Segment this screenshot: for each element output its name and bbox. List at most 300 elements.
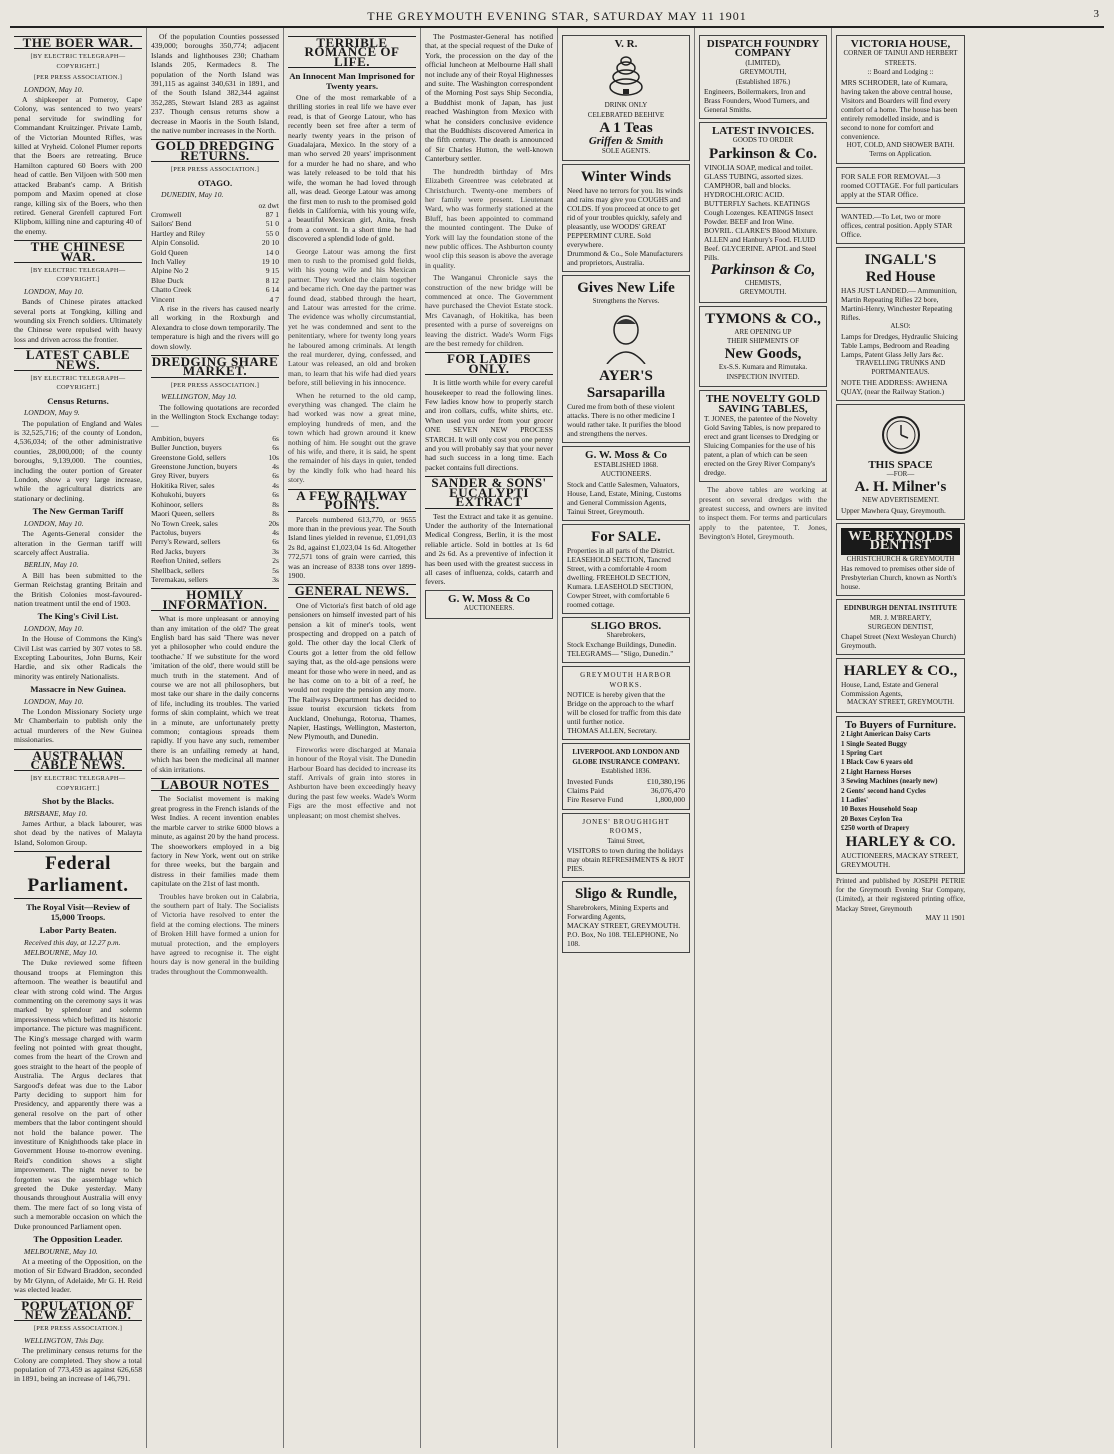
row-label: Greenstone Gold, sellers <box>151 452 226 462</box>
assoc-line: [PER PRESS ASSOCIATION.] <box>170 381 260 389</box>
chinese-war-heading: THE CHINESE WAR. <box>14 240 142 263</box>
sligo-rundle-heading: Sligo & Rundle, <box>574 885 678 902</box>
chinese-war-text: Bands of Chinese pirates attacked several ports at Tongking, killing and wounding six French soldiers. Ultimately the Chinese were repulsed with heavy loss and driven across the frontier. <box>14 297 142 344</box>
row-value: 8 12 <box>265 275 279 285</box>
dateline: LONDON, May 9. <box>24 408 80 418</box>
row-label: Maori Queen, sellers <box>151 509 215 519</box>
romance-subheading: An Innocent Man Imprisoned for Twenty years. <box>289 71 415 91</box>
column-4 <box>421 28 558 1448</box>
filler-text: Fireworks were discharged at Manaia in honour of the Royal visit. The Dunedin Harbour Board has decided to increase its staff. Arrivals of grain into stores in Ashburton have been exceedingly heavy during the past few weeks. Wade's Worm Figs are the most effective and not unpleasant; on most chemist shelves. <box>288 744 416 820</box>
sligo-rundle-address: MACKAY STREET, GREYMOUTH. <box>567 920 681 930</box>
insurance-row <box>567 786 685 795</box>
civil-list-subheading: The King's Civil List. <box>37 611 119 622</box>
furniture-list <box>841 730 960 833</box>
milner-address: Upper Mawhera Quay, Greymouth. <box>841 505 946 515</box>
edinburgh-heading: EDINBURGH DENTAL INSTITUTE <box>843 604 958 613</box>
furniture-item: 1 Spring Cart <box>841 748 883 757</box>
row-label: No Town Creek, sales <box>151 518 218 528</box>
row-value: 6 14 <box>265 285 279 295</box>
columns <box>10 28 1104 1448</box>
terms-line: Terms on Application. <box>869 150 932 159</box>
victoria-house-address: CORNER OF TAINUI AND HERBERT STREETS. <box>843 49 958 67</box>
red-house: Red House <box>865 269 936 286</box>
share-row <box>151 471 279 480</box>
row-label: Shellback, sellers <box>151 565 205 575</box>
ingalls-address: NOTE THE ADDRESS: AWHENA QUAY, (near the Railway Station.) <box>841 377 948 396</box>
row-label: Reefton United, sellers <box>151 556 221 566</box>
celebrated-line: CELEBRATED BEEHIVE <box>587 110 665 119</box>
row-value: 55 0 <box>265 228 279 238</box>
row-label: Greenstone Junction, buyers <box>151 462 238 472</box>
row-value: 5s <box>272 565 279 575</box>
australian-cable-heading: AUSTRALIAN CABLE NEWS. <box>14 749 142 772</box>
column-2 <box>147 28 284 1448</box>
received-line: Received this day, at 12.27 p.m. <box>24 937 121 947</box>
dateline: MELBOURNE, May 10. <box>24 947 98 957</box>
dateline: WELLINGTON, May 10. <box>161 392 237 402</box>
parkinson-ad <box>699 122 827 303</box>
sligo-text: Stock Exchange Buildings, Dunedin. <box>567 640 677 650</box>
row-value: 9 15 <box>265 266 279 276</box>
gold-text: A rise in the rivers has caused nearly all working in the Roxburgh and Alexandra to close down temporarily. The temperature is high and the rivers will go down slowly. <box>151 303 279 351</box>
insurance-row <box>567 777 685 786</box>
row-value: 4 7 <box>269 294 279 304</box>
masthead <box>10 6 1104 28</box>
moss-ad-small <box>425 590 553 619</box>
a1-teas: A 1 Teas <box>599 120 653 137</box>
row-value: 14 0 <box>265 247 279 257</box>
furniture-ad <box>836 716 965 874</box>
dateline: MELBOURNE, May 10. <box>24 1246 98 1256</box>
dateline: BERLIN, May 10. <box>24 560 79 570</box>
dining-sub: Tainui Street, <box>607 836 645 845</box>
moss-ad <box>562 446 690 520</box>
gold-row <box>151 229 279 238</box>
gold-units: oz dwt <box>258 200 279 210</box>
dispatch-text: Engineers, Boilermakers, Iron and Brass Founders, Wood Turners, and General Smiths. <box>704 87 810 115</box>
row-label: Invested Funds <box>567 776 614 786</box>
royal-visit-subheading: The Royal Visit—Review of 15,000 Troops. <box>26 902 130 922</box>
printed-date: MAY 11 1901 <box>925 914 965 923</box>
dentist-text: Has removed to premises other side of Presbyterian Church, known as North's house. <box>841 564 957 592</box>
ingalls-lamps: Lamps for Dredges, Hydraulic Sluicing Table Lamps, Bedroom and Reading Lamps, Patent Glass Jelly Jars &c. <box>841 331 958 359</box>
census-subheading: Census Returns. <box>47 395 109 406</box>
filler-text: George Latour was among the first men to rush to the promised gold fields, with his young wife and his Mexican partner. They worked the claim together and became rich. One day the partner was found dead, stabbed through the heart, and Latour was arrested for the crime. The evidence was wholly circumstantial, yet he was condemned and sent to the penitentiary, where for twenty long years he laboured among criminals. At length the real murderer, dying, confessed, and Latour was released, an old and broken man, to learn that his wife had died years before, still believing in his innocence. <box>288 246 416 388</box>
share-row <box>151 528 279 537</box>
row-value: 19 10 <box>261 256 279 266</box>
row-value: 3s <box>272 574 279 584</box>
row-value: 51 0 <box>265 219 279 229</box>
filler-text: The hundredth birthday of Mrs Elizabeth Greentree was celebrated at Christchurch. Twenty-one members of her family were present. Lieutenant Ward, who was formerly stationed at the Bluff, has been appointed to command the mounted contingent. The Duke of York will lay the foundation stone of the new public offices. The Ashburton county wool clip this season is above the average in quality. <box>425 166 553 270</box>
row-label: Vincent <box>151 294 175 304</box>
column-7 <box>832 28 969 1448</box>
row-value: 10s <box>268 452 279 462</box>
parkinson-list: VINOLIA SOAP, medical and toilet. GLASS TUBING, assorted sizes. CAMPHOR, ball and blocks. HYDROCHLORIC ACID. BUTTERFLY Sachets. KEATINGS Cough Lozenges. KEATINGS Insect Powder. BEEF and Iron Wine. BOVRIL. CLARKE'S Blood Mixture. ALLEN and Hanbury's Food. FLUID Beef. GLYCERINE. APIOL and Steel Pills. <box>704 162 818 262</box>
opposition-text: At a meeting of the Opposition, on the motion of Sir Edward Braddon, seconded by Mr Glynn, of Adelaide, Mr G. H. Reid was elected leader. <box>14 1256 142 1295</box>
share-row <box>151 453 279 462</box>
ingalls-heading: INGALL'S <box>864 252 937 269</box>
labour-text: The Socialist movement is making great progress in the French islands of the West Indies. A recent invention enables the marble carver to strike 6000 blows a minute, as against 20 by the hand process. The shoeworkers employed in a big factory in New York, went out on strike for three weeks, but the bargain and distress in their families made them capitulate on the 21st of last month. <box>151 794 280 889</box>
surgeon-dentist: SURGEON DENTIST, <box>867 622 934 631</box>
visitors-text: VISITORS to town during the holidays may obtain REFRESHMENTS & HOT PIES. <box>567 845 684 873</box>
berlin-text: A Bill has been submitted to the German Reichstag granting Britain and the British Colonies most-favoured-nation treatment until the end of 1903. <box>14 570 142 608</box>
gold-row <box>151 248 279 257</box>
cable-news-heading: LATEST CABLE NEWS. <box>14 348 142 371</box>
furniture-item: 1 Ladies' <box>841 795 869 804</box>
row-value: £10,380,196 <box>647 776 685 786</box>
share-row <box>151 443 279 452</box>
row-label: Ambition, buyers <box>151 433 205 443</box>
monogram: V. R. <box>614 38 638 50</box>
milner-sub: NEW ADVERTISEMENT. <box>862 496 939 505</box>
row-label: Sailors' Bend <box>151 219 192 229</box>
chemists-place: GREYMOUTH. <box>739 288 787 297</box>
dateline: LONDON, May 10. <box>24 84 84 94</box>
row-value: 6s <box>272 443 279 453</box>
dateline: LONDON, May 10. <box>24 696 84 706</box>
sole-agents: SOLE AGENTS. <box>601 146 651 155</box>
moss-auctioneers: AUCTIONEERS. <box>463 604 515 613</box>
furniture-heading: To Buyers of Furniture. <box>844 718 957 731</box>
gold-dredging-heading: GOLD DREDGING RETURNS. <box>151 139 279 162</box>
nz-population-heading: POPULATION OF NEW ZEALAND. <box>14 1299 142 1322</box>
railway-text: Parcels numbered 613,770, or 9655 more than in the previous year. The South Island lines yielded in revenue, £1,091,03 2s 8d, against £1,023,04 1s 6d. Altogether 772,571 tons of grain were carried, this was an increase of 8338 tons over 1899-1900. <box>288 514 416 580</box>
chemists-label: CHEMISTS, <box>744 278 782 287</box>
bath-line: HOT, COLD, AND SHOWER BATH. <box>846 140 955 149</box>
assoc-line: [PER PRESS ASSOCIATION.] <box>170 166 260 174</box>
surgeon-address: Chapel Street (Next Wesleyan Church) Greymouth. <box>841 632 957 651</box>
mcbreary: MR. J. M'BREARTY, <box>869 613 932 622</box>
wanted-text: WANTED.—To Let, two or more offices, central position. Apply STAR Office. <box>841 212 953 240</box>
gold-returns-table <box>151 210 279 304</box>
row-value: 1,800,000 <box>654 795 685 805</box>
assoc-line: [PER PRESS ASSOCIATION.] <box>33 1325 123 1333</box>
gold-row <box>151 219 279 228</box>
winter-winds-ad <box>562 164 690 272</box>
filler-text: When he returned to the old camp, everything was changed. The claim he had worked was now a great mine, employing hundreds of men, and the town which had grown around it knew nothing of him. He sought out the grave of his wife, and there, it is said, he spent the remainder of his days in quiet, tended by the kindly folk who had heard his story. <box>288 390 416 485</box>
page-number: 3 <box>1093 8 1100 20</box>
tymons-inspect: INSPECTION INVITED. <box>726 372 800 381</box>
column-3 <box>284 28 421 1448</box>
latest-invoices-heading: LATEST INVOICES. <box>711 125 815 138</box>
row-value: 20s <box>268 518 279 528</box>
filler-text: Troubles have broken out in Calabria, the southern part of Italy. The Socialists of Victoria have resolved to enter the field at the coming elections. The miners of Broken Hill have formed a union for mutual protection, and the employers have agreed to recognise it. The eight hours day is now general in the building trades throughout the Commonwealth. <box>151 891 279 976</box>
row-label: Gold Queen <box>151 247 188 257</box>
row-label: Perry's Reward, sellers <box>151 537 221 547</box>
column-6 <box>695 28 832 1448</box>
moss-text: Stock and Cattle Salesmen, Valuators, House, Land, Estate, Mining, Customs and General Commission Agents, Tainui Street, Greymouth. <box>567 479 682 516</box>
sarsaparilla-text: Cured me from both of these violent attacks. There is no other medicine I would rather take. It purifies the blood and strengthens the nerves. <box>567 402 681 439</box>
column-1 <box>10 28 147 1448</box>
moss-heading: G. W. Moss & Co <box>448 592 530 605</box>
insurance-ad <box>562 743 690 809</box>
gold-row <box>151 210 279 219</box>
furniture-item: 2 Light American Daisy Carts <box>841 730 931 739</box>
drink-only: DRINK ONLY <box>604 101 648 110</box>
parkinson-heading-2: Parkinson & Co, <box>710 261 816 278</box>
moss-established: ESTABLISHED 1868. <box>594 460 658 469</box>
dept-line: [BY ELECTRIC TELEGRAPH—COPYRIGHT.] <box>30 266 126 284</box>
federal-parliament-heading: Federal Parliament. <box>14 851 142 899</box>
ingalls-text: HAS JUST LANDED.— Ammunition, Martin Repeating Rifles 22 bore, Martini-Henry, Winchester Repeating Rifles. <box>841 286 957 323</box>
furniture-item: 3 Sewing Machines (nearly new) <box>841 777 938 786</box>
insurance-established: Established 1836. <box>601 767 651 776</box>
for-sale-removal-ad <box>836 167 965 204</box>
massacre-subheading: Massacre in New Guinea. <box>30 684 126 695</box>
federal-text: The Duke reviewed some fifteen thousand troops at Flemington this afternoon. The weather is beautiful and clear with strong cold wind. The Argus commenting on the ceremony says it was marked by splendour and solemn impressiveness which befitted its historic importance. The picture was magnificent. The King's message charged with warm feeling not pointed with great thought, comes from the heart of the Crown and goes straight to the heart of the people of Australia. The Argus declares that Sargood's defeat was due to the Labor Party deciding to support him for Presidency, and apparently there was a general resolve on the part of other members that the labor contingent should not hold the balance power. The investiture of Knighthoods take place in Government House to-morrow evening. Reid's condition shows a slight improvement. The night never to be forgotten was the assemblage which greeted the Duke yesterday. Many thousands throughout Australia will envy them. The mere fact of so long vista of such a memorable occasion on which the Duke pronounced Parliament open. <box>14 958 142 1231</box>
row-value: 36,076,470 <box>650 785 685 795</box>
boer-war-text: A shipkeeper at Pomeroy, Cape Colony, was sentenced to two years' penal servitude for swindling for Commandant Kruitzinger. Private Lamb, of the Victorian Mounted Rifles, was killed at Vryheid. Colonel Plumer reports that the Boers are retreating. Bruce Hamilton captured 60 Boers with 200 head of cattle. Ben Viljoen with 500 men attacked Brabant's camp. A British pompom and Maxim opened at close range, killing six of the Boers, who then retired. General Grenfell captured Fort Klipbom, killing nine and capturing 40 of the enemy. <box>14 95 142 236</box>
dateline: LONDON, May 10. <box>24 286 84 296</box>
sligo-rundle-ad <box>562 881 690 953</box>
dateline: LONDON, May 10. <box>24 623 84 633</box>
masthead-title: THE GREYMOUTH EVENING STAR, SATURDAY MAY 11 1901 <box>367 9 747 23</box>
row-label: Chatto Creek <box>151 285 192 295</box>
dentist-sub: CHRISTCHURCH & GREYMOUTH <box>846 554 955 563</box>
dateline: WELLINGTON, This Day. <box>24 1335 105 1345</box>
sligo-po: P.O. Box, No 108. TELEPHONE, No 108. <box>567 929 679 948</box>
sale-removal-text: FOR SALE FOR REMOVAL—3 roomed COTTAGE. For full particulars apply at the STAR Office. <box>841 172 959 200</box>
nz-population-text: The preliminary census returns for the Colony are completed. They show a total population of 773,459 as against 626,658 in 1891, being an increase of 146,791. <box>14 1346 142 1384</box>
griffen-smith: Griffen & Smith <box>588 135 664 148</box>
harbour-text: NOTICE is hereby given that the Bridge on the approach to the wharf will be closed for traffic from this date until further notice. <box>567 690 682 727</box>
tymons-ad <box>699 306 827 388</box>
column-5 <box>558 28 695 1448</box>
this-space-ad <box>836 404 965 520</box>
dining-rooms-ad <box>562 813 690 878</box>
moss-auctioneers: AUCTIONEERS. <box>600 470 652 479</box>
share-table <box>151 434 279 585</box>
harbour-works-ad <box>562 666 690 740</box>
row-label: Alpine No 2 <box>151 266 189 276</box>
for-line: —FOR— <box>886 470 915 479</box>
tymons-ex: Ex-S.S. Kumara and Rimutaka. <box>718 363 808 372</box>
sligo-sub: Sharebrokers, <box>606 631 646 640</box>
new-goods: New Goods, <box>724 346 802 363</box>
continued-text: The Postmaster-General has notified that, at the special request of the Duke of York, the procession on the day of the official luncheon at Melbourne Hall shall not include any of their Royal Highnesses and suite. The Washington correspondent of the Morning Post says Ship Secondia, a Buddhist monk of Japan, has just reached Washington from Mexico with what he considers conclusive evidence that the Buddhists discovered America in the fifth century. The death is announced of Sir Charles Hutton, the well-known Canterbury settler. <box>425 32 553 164</box>
row-value: 4s <box>272 527 279 537</box>
filler-text: The Wanganui Chronicle says the construction of the new bridge will be commenced at once. The Government have purchased the Cheviot Estate stock. Mrs Cavanagh, of Hokitika, has been presented with a purse of sovereigns on leaving the district. Wade's Worm Figs are the best remedy for children. <box>425 273 553 348</box>
share-row <box>151 537 279 546</box>
eucalyptus-text: Test the Extract and take it as genuine. Under the authority of the International Medical Congress, Berlin, it is the most reliable article. Sold in bottles at 1s 6d and 2s 6d. As a preventive of infection it has been used with the greatest success in all cases of influenza, colds, catarrh and fevers. <box>425 511 553 587</box>
tariff-text: The Agents-General consider the alteration in the German tariff will scarcely affect Australia. <box>14 529 142 557</box>
tables-text: T. JONES, the patentee of the Novelty Gold Saving Tables, is now prepared to erect and grant licenses to Dredging or Sluicing Companies for the use of his patent, a plan of which can be seen erected on the Grey River Company's dredge. <box>704 414 821 478</box>
dateline: BRISBANE, May 10. <box>24 808 88 818</box>
share-row <box>151 547 279 556</box>
furniture-item: 2 Light Harness Horses <box>841 767 912 776</box>
gold-row <box>151 266 279 275</box>
gold-row <box>151 257 279 266</box>
gold-saving-tables-ad <box>699 390 827 482</box>
sligo-telegrams: TELEGRAMS— "Sligo, Dunedin." <box>567 649 674 659</box>
row-label: Fire Reserve Fund <box>567 795 624 805</box>
civil-list-text: In the House of Commons the King's Civil List was carried by 307 votes to 58. Excepting Labourites, John Burns, Keir Hardie, and six other Radicals the minority was entirely Nationalists. <box>14 634 142 681</box>
row-label: Blue Duck <box>151 275 184 285</box>
share-intro: The following quotations are recorded in the Wellington Stock Exchange today:— <box>151 402 279 431</box>
victoria-house-heading: VICTORIA HOUSE, <box>850 38 951 50</box>
harley-footer-sub: AUCTIONEERS, MACKAY STREET, GREYMOUTH. <box>841 850 959 869</box>
sarsaparilla: AYER'S Sarsaparilla <box>586 368 666 402</box>
milner-heading: A. H. Milner's <box>854 479 947 496</box>
furniture-item: 20 Boxes Ceylon Tea <box>841 814 903 823</box>
share-row <box>151 481 279 490</box>
dateline: LONDON, May 10. <box>24 518 84 528</box>
row-value: 6s <box>272 490 279 500</box>
general-news-heading: GENERAL NEWS. <box>288 584 416 597</box>
sligo-rundle-sub: Sharebrokers, Mining Experts and Forwarding Agents, <box>567 902 669 921</box>
row-label: Cromwell <box>151 209 182 219</box>
wanted-ad <box>836 207 965 244</box>
romance-heading: TERRIBLE ROMANCE OF LIFE. <box>288 36 416 68</box>
labor-subheading: Labor Party Beaten. <box>39 925 117 936</box>
printed-by: Printed and published by JOSEPH PETRIE for the Greymouth Evening Star Company, (Limited), at their registered printing office, Mackay Street, Greymouth <box>836 876 965 913</box>
row-label: Grey River, buyers <box>151 471 209 481</box>
eucalyptus-heading: SANDER & SONS' EUCALYPTI EXTRACT <box>425 476 553 508</box>
tymons-heading: TYMONS & CO., <box>705 310 821 327</box>
romance-text: One of the most remarkable of a thrilling stories in real life we have ever read, is that of George Latour, who has recently been set free after a term of nearly twenty years in the prison of Guadalajara, Mexico. In the story of a man who served 20 years' imprisonment for a murder he had no share, and who was lately released to be told that his wife, the woman he had loved through all, was dead. George Latour was among the first men to rush to the promised gold fields in California, with his young wife, a beautiful Mexican girl, Anita, fresh from a convent. In a short time he had discovered a splendid lode of gold. <box>288 93 416 244</box>
insurance-row <box>567 795 685 804</box>
furniture-item: £250 worth of Drapery <box>841 824 910 833</box>
dept-line: [BY ELECTRIC TELEGRAPH—COPYRIGHT.] <box>30 775 126 792</box>
moss-heading: G. W. Moss & Co <box>585 449 667 462</box>
this-space: THIS SPACE <box>868 458 933 471</box>
row-label: Alpin Consolid. <box>151 238 200 248</box>
dateline: DUNEDIN, May 10. <box>161 190 224 200</box>
tables-heading: THE NOVELTY GOLD SAVING TABLES, <box>705 393 821 415</box>
share-row <box>151 500 279 509</box>
row-value: 8s <box>272 509 279 519</box>
share-row <box>151 462 279 471</box>
dept-line: [BY ELECTRIC TELEGRAPH—COPYRIGHT.] <box>30 53 126 70</box>
row-value: 20 10 <box>261 238 279 248</box>
otago-label: OTAGO. <box>197 177 233 188</box>
beehive-icon <box>567 53 685 97</box>
furniture-item: 2 Gents' second hand Cycles <box>841 786 926 795</box>
general-news-text: One of Victoria's first batch of old age pensioners on himself invested part of his pension a kit of miner's tools, went prospecting and dropped on a patch of gold. The other day the local Clerk of Courts got a letter from the old fellow saying that, as the old-age pensions were meant for those who were in need, and as he has come on to a bit of a reef, he would not require the pension any more. The Railways Department has decided to issue tourist excursion tickets from Auckland, Onehunga, Rotorua, Thames, Napier, Hastings, Wellington, Masterton, New Plymouth, and Dunedin. <box>288 600 416 742</box>
row-label: Claims Paid <box>567 785 604 795</box>
clock-icon <box>841 413 960 457</box>
ayers-ad <box>562 275 690 443</box>
harley-footer: HARLEY & CO. <box>845 833 956 850</box>
ladies-heading: FOR LADIES ONLY. <box>425 352 553 375</box>
harley-address: MACKAY STREET, GREYMOUTH. <box>846 698 955 707</box>
homily-heading: HOMILY INFORMATION. <box>151 588 279 611</box>
row-label: Buller Junction, buyers <box>151 443 222 453</box>
tymons-sub: ARE OPENING UP <box>734 327 792 336</box>
for-sale-heading: For SALE. <box>591 528 661 545</box>
dentist-banner: WE REYNOLDS DENTIST <box>841 528 960 555</box>
furniture-item: 1 Black Cow 6 years old <box>841 758 913 767</box>
harley-sub: House, Land, Estate and General Commission Agents, <box>841 680 939 699</box>
row-value: 2s <box>272 556 279 566</box>
share-row <box>151 434 279 443</box>
row-value: 87 1 <box>265 209 279 219</box>
gold-row <box>151 295 279 304</box>
ladies-text: It is little worth while for every careful housekeeper to read the following lines. Few ladies know how to properly starch and iron collars, cuffs, white shirts, etc. When used you order from your grocer ONE SEVEN NEW PROCESS STARCH. It will only cost you one penny and you will probably say that your never had such success in a long time. Each packet contains full directions. <box>425 378 553 472</box>
population-text: Of the population Counties possessed 439,000; boroughs 350,774; adjacent Islands and lighthouses 230; Chatham Islands 205, Kermadecs 8. The population of the North Island was 391,115 as against 340,631 in 1891, and of the South Island 382,344 against 352,285, Stewart Island 283 as against 237. Though census returns show a decrease in Maoris in the South Island, the native number increases in the North. <box>151 32 279 136</box>
ingalls-travel: TRAVELLING TRUNKS AND PORTMANTEAUS. <box>855 358 946 377</box>
ingalls-also: ALSO: <box>890 322 911 331</box>
dispatch-established: (Established 1876.) <box>735 77 791 86</box>
board-lodging: :: Board and Lodging :: <box>867 68 934 77</box>
beehive-tea-ad <box>562 35 690 161</box>
share-row <box>151 566 279 575</box>
row-label: Kohinoor, sellers <box>151 499 203 509</box>
dispatch-heading: DISPATCH FOUNDRY COMPANY <box>706 38 820 60</box>
row-value: 8s <box>272 499 279 509</box>
dept-line: [BY ELECTRIC TELEGRAPH—COPYRIGHT.] <box>30 375 126 392</box>
sligo-bros-heading: SLIGO BROS. <box>590 619 662 632</box>
filler-text: The above tables are working at present on several dredges with the greatest success, and owners are invited to inspect them. For terms and particulars apply to the patentee, T. Jones, Bevington's Hotel, Greymouth. <box>699 485 827 542</box>
parkinson-heading: Parkinson & Co. <box>709 145 817 162</box>
tymons-shipments: THEIR SHIPMENTS OF <box>727 337 799 346</box>
row-label: Hartley and Riley <box>151 228 205 238</box>
labour-notes-heading: LABOUR NOTES <box>151 778 279 791</box>
row-value: 6s <box>272 471 279 481</box>
dispatch-sub: (LIMITED), <box>745 58 781 67</box>
row-label: Teremakau, sellers <box>151 574 208 584</box>
ingalls-ad <box>836 247 965 400</box>
row-value: 6s <box>272 537 279 547</box>
gives-new-life: Gives New Life <box>577 280 675 297</box>
homily-text: What is more unpleasant or annoying than any imitation of the old? The great English bard has said 'There was never yet a philosopher who could endure the toothache.' If we substitute for the word 'imitation of the old', there would still be much truth in the statement. And of course we are not all philosophers, but most take our share in the daily concerns of life, including its troubles. The varied forms of skin complaint, which we treat in a minute, are unfortunately pretty common; contagious spreads them rapidly. If you have any such, remember there is an unfailing remedy at hand, which has been the medicinal all manner of skin irritations. <box>151 614 279 774</box>
nerves-line: Strengthens the Nerves. <box>592 297 660 306</box>
massacre-text: The London Missionary Society urge Mr Chamberlain to publish only the actual murderers of the New Guinea missionaries. <box>14 707 142 745</box>
row-label: Pactolus, buyers <box>151 527 201 537</box>
row-label: Inch Valley <box>151 256 186 266</box>
share-row <box>151 575 279 584</box>
share-row <box>151 556 279 565</box>
share-row <box>151 490 279 499</box>
row-value: 6s <box>272 433 279 443</box>
gold-row <box>151 285 279 294</box>
winter-winds-text: Need have no terrors for you. Its winds and rains may give you COUGHS and COLDS. If you proceed at once to get rid of your troubles quickly, safely and pleasantly, use WOODS' GREAT PEPPERMINT CURE. Sold everywhere. <box>567 186 683 250</box>
for-sale-text: Properties in all parts of the District. LEASEHOLD SECTION, Tancred Street, with a comfortable 4 room dwelling. FREEHOLD SECTION, Kumara. LEASEHOLD SECTION, Cowper Street, with comfortable 6 roomed cottage. <box>567 545 675 609</box>
harbour-signed: THOMAS ALLEN, Secretary. <box>567 726 657 736</box>
railway-heading: A FEW RAILWAY POINTS. <box>288 489 416 512</box>
harley-ad <box>836 658 965 712</box>
tariff-subheading: The New German Tariff <box>32 506 124 517</box>
gold-row <box>151 238 279 247</box>
share-row <box>151 509 279 518</box>
insurance-table <box>567 777 685 805</box>
shot-subheading: Shot by the Blacks. <box>42 796 114 807</box>
row-label: Hokitika River, sales <box>151 480 215 490</box>
census-text: The population of England and Wales is 32,525,716; of the county of London, 4,536,034; of the other administrative counties, 28,000,000; of the county boroughs, 9,139,000. The counties, including the outer portion of Greater London, show a very large increase, while the agricultural districts are stationary or declining. <box>14 418 142 503</box>
winter-winds-heading: Winter Winds <box>580 169 672 186</box>
dispatch-foundry-ad <box>699 35 827 119</box>
row-value: 3s <box>272 546 279 556</box>
winter-winds-agents: Drummond & Co., Sole Manufacturers and proprietors, Australia. <box>567 249 683 268</box>
assoc-line: [PER PRESS ASSOCIATION.] <box>33 74 123 82</box>
insurance-heading: LIVERPOOL AND LONDON AND GLOBE INSURANCE COMPANY. <box>572 748 680 766</box>
harley-heading: HARLEY & CO., <box>843 663 958 680</box>
dispatch-place: GREYMOUTH, <box>739 68 787 77</box>
share-row <box>151 519 279 528</box>
for-sale-ad <box>562 524 690 614</box>
boer-war-heading: THE BOER WAR. <box>14 36 142 49</box>
victoria-house-ad <box>836 35 965 164</box>
opposition-subheading: The Opposition Leader. <box>33 1234 123 1245</box>
harbour-heading: GREYMOUTH HARBOR WORKS. <box>580 671 672 689</box>
portrait-icon <box>567 310 685 364</box>
dining-heading: JONES' BROUGHIGHT ROOMS, <box>582 817 670 836</box>
share-market-heading: DREDGING SHARE MARKET. <box>151 354 279 379</box>
shot-text: James Arthur, a black labourer, was shot dead by the natives of Malayta Island, Solomon Group. <box>14 819 142 847</box>
sligo-bros-ad <box>562 617 690 664</box>
dentist-ad <box>836 523 965 596</box>
furniture-item: 10 Boxes Household Soap <box>841 805 918 814</box>
